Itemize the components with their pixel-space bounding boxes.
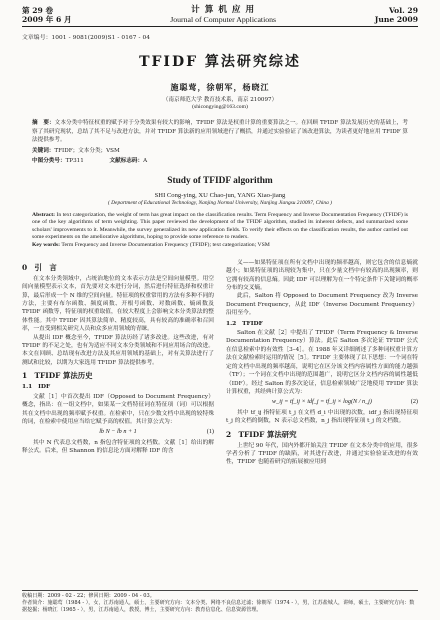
volume-en: Vol. 29 (388, 6, 418, 15)
keywords-cn-text: TFIDF；文本分类；VSM (54, 147, 120, 154)
abstract-cn-text: 文本分类中特征权重的赋予对于分类效果有较大的影响，TFIDF 算法是权重计算的重要算法之一。在回顾 TFIDF 算法发展历史的基础上，考察了其研究现状，总结了其不足与改进方法，并对 TFIDF 算法新的应用领域进行了概括，并通过实验验证了该改进算法，为读者更好地应用 TFIDF 算法提供参考。 (32, 120, 408, 144)
right-column (226, 259, 418, 467)
keywords-en (32, 242, 408, 249)
right-paragraph-4: 其中 tf_ij 指特征项 t_j 在文档 d_i 中出现的次数，idf_j 指出现特征项 t_j 的文档的倒数，N 表示总文档数，n_j 指出现特征项 t_j 的文档数。 (226, 409, 418, 425)
section-1-paragraph-1: 文献［1］中首次提出 IDF（Opposed to Document Frequency）概念，指出：在一组文档中，如果某一文档特征词在特征项（词）可以根据其在文档中出现的频率赋予权重。在检索中，只在少数文档中出现的较特殊的词，在检索中使用应当给它赋予高的权值。其计算公式为： (22, 393, 214, 425)
section-2-heading: 2 TFIDF 算法研究 (226, 429, 297, 439)
paper-title-en: Study of TFIDF algorithm (167, 175, 273, 186)
date-en: June 2009 (374, 15, 418, 24)
section-1-heading: 1 TFIDF 算法历史 (22, 371, 93, 381)
doc-code-label: 文献标志码： (109, 157, 144, 164)
affiliation-cn: （南京师范大学 教育技术系，南京 210097） (162, 97, 278, 103)
abstract-en-text: In text categorization, the weight of term has great impact on the classification results. Term Frequency and Inverse Documentation Frequency (TFIDF) is one of the key algorithms of term weighting. This paper reviewed the development of the TFIDF algorithm, studied its inherent defects, and summarized some scholars' improvements to it. Meanwhile, the survey generalized its new application fields. To verify their effects on the classification results, the author carried out some experiments on the ameliorative algorithms, hoping to provide some reference to readers. (32, 211, 408, 240)
section-0-paragraph-2: 从提出 IDF 概念至今，TFIDF 算法历经了诸多改进。这些改进，有对 TFIDF 的不足之处，也有为适应不同文本分类领域和不同应用场合的改进。本文在回顾、总结现有改进方法及其应用领域的基础上，对有关算法进行了测试和比较，以期为大家选用 TFIDF 算法提供参考。 (22, 334, 214, 366)
section-1-paragraph-2: 其中 N 代表总文档数，n 指包含特征项的文档数。文献［1］给出的解释公式。后来，但 Shannon 的信息论方面对解释 IDF 的含 (22, 439, 214, 455)
footnote: 收稿日期：2009 - 02 - 22；修回日期：2009 - 04 - 03。 作者简介：施聪莺（1984 - ），女，江苏南通人，硕士，主要研究方向：文本分类、网络不良信息过滤；徐朝军（1974 - ），男，江苏盐城人，讲师，硕士，主要研究方向：数据挖掘；杨晓江（1965 - ），男，江苏南通人，教授，博士，主要研究方向：教育信息化、信息资源管理。 (22, 590, 418, 614)
abstract-en (32, 212, 408, 242)
doc-code-value: A (143, 157, 148, 164)
right-paragraph-2: 此后，Salton 将 Opposed to Document Frequency 改为 Inverse Document Frequency，从此 IDF（Inverse Document Frequency）沿用至今。 (226, 293, 418, 317)
right-paragraph-1: 义——如果特征项在所有文档中出现的频率越高，则它包含的信息熵就越小；如果特征项的出现较为集中，只在少量文档中有较高的出现频率，则它拥有较高的信息熵。因此 IDF 可以理解为在一个特定条件下关键词的概率分布的交叉熵。 (226, 259, 418, 292)
clc-value: TP311 (65, 157, 84, 164)
header-rule (22, 26, 418, 27)
article-number: 文章编号：1001 - 9081(2009)S1 - 0167 - 04 (22, 35, 151, 41)
header-right (375, 6, 418, 24)
date-cn: 2009 年 6 月 (22, 15, 72, 24)
body-columns (22, 259, 418, 467)
formula-2 (226, 398, 418, 406)
authors-en: SHI Cong-ying, XU Chao-jun, YANG Xiao-jiang (154, 191, 286, 199)
section-0-heading: 0 引 言 (22, 262, 57, 272)
formula-2-number: (2) (410, 398, 418, 406)
abstract-en-label: Abstract: (32, 211, 57, 218)
formula-1-number: (1) (206, 428, 214, 436)
running-header (22, 6, 418, 24)
journal-name-cn: 计 算 机 应 用 (191, 5, 256, 15)
volume-cn: 第 29 卷 (22, 6, 54, 15)
right-paragraph-3: Salton 在文献［2］中提出了 TFIDF（Term Frequency & Inverse Documentation Frequency）算法。此后 Salton 多次论证 TFIDF 公式在信息检索中的有效性［3–4］。在 1988 年又详细阐述了多种词权重计算方法在文献检索时运用的情况［5］。TFIDF 主要体现了以下思想：一个词在特定的文档中出现的频率越高，说明它在区分该文档内容属性方面的能力越强（TF）；一个词在文档中出现的范围越广，说明它区分文档内容的属性越低（IDF）。经过 Salton 的多次论证，信息检索领域广泛地使用 TFIDF 算法计算权重，其经典计算公式为： (226, 330, 418, 395)
formula-1 (22, 428, 214, 436)
abstract-cn-label: 摘 要： (32, 120, 55, 126)
keywords-en-label: Key words: (32, 242, 62, 249)
formula-1-expression: lb N − lb n + 1 (99, 428, 137, 436)
abstract-cn (32, 119, 408, 145)
clc-label: 中图分类号： (32, 157, 66, 164)
section-0-paragraph-1: 在文本分类领域中，占统治地位的文本表示方法是空间向量模型。用空间向量模型表示文本，首先要对文本进行分词，然后进行特征选择和权重计算，最后形成一个 N 维的空间向量。特征项的权重常用的方法有多种不同的方法，主要有布尔函数、频度函数、开根号函数、对数函数、熵函数及 TFIDF 函数等，特征项的权重取值，在较大程度上会影响文本分类算法的整体性能。其中 TFIDF 因其算法简单、精度较高，具有较高的准确率和召回率，一直受到相关研究人员和众多应用领域的青睐。 (22, 275, 214, 333)
paper-title-cn: TFIDF 算法研究综述 (139, 54, 301, 70)
header-left (22, 6, 72, 24)
affiliation-en: ( Department of Educational Technology, Nanjing Normal University, Nanjing Jiangsu 210097, China ) (108, 199, 332, 206)
journal-name-en: Journal of Computer Applications (170, 15, 277, 24)
authors-cn: 施聪莺，徐朝军，杨晓江 (170, 82, 270, 92)
left-column (22, 259, 214, 467)
right-paragraph-5: 上世纪 90 年代，国内外都开始关注 TFIDF 在文本分类中的应用，很多学者分析了 TFIDF 的缺陷，对其进行改进，并通过实验验证改进的有效性，TFIDF 也随着研究的拓展被应用到 (226, 442, 418, 466)
keywords-en-text: Term Frequency and Inverse Documentation Frequency (TFIDF); text categorization; VSM (61, 242, 270, 249)
formula-2-expression: w_ij = tf_ij × idf_j = tf_ij × log(N / n_j) (272, 398, 372, 406)
header-center (170, 6, 276, 24)
keywords-cn-label: 关键词： (32, 147, 55, 154)
subsection-1-1-heading: 1.1 IDF (22, 383, 51, 391)
author-email: (shicongying@163.com) (192, 104, 248, 110)
keywords-cn (32, 147, 408, 155)
subsection-1-2-heading: 1.2 TFIDF (226, 319, 263, 327)
classification-cn (32, 157, 408, 165)
